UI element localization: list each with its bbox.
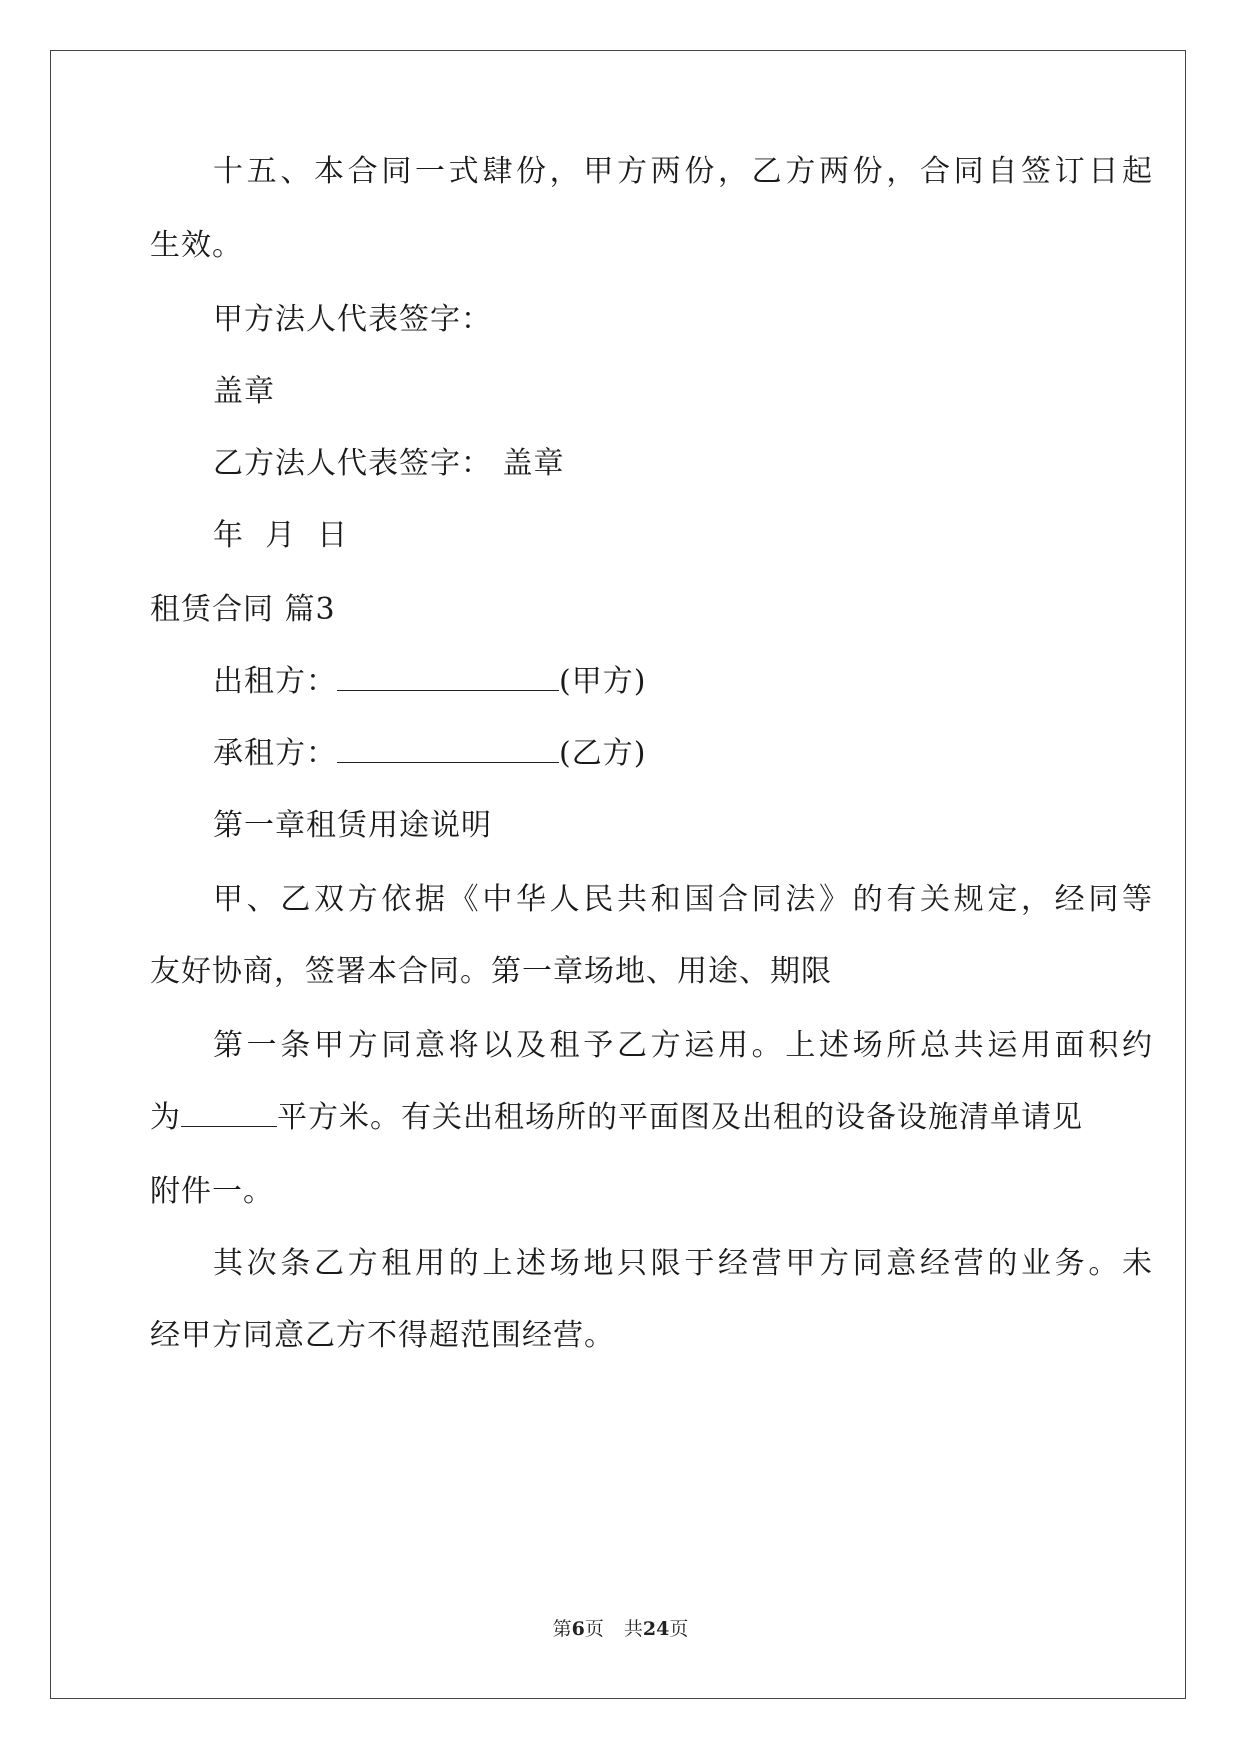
page-border	[50, 50, 1186, 1699]
lessor-label: 出租方：	[213, 664, 337, 699]
lessee-suffix: (乙方)	[559, 736, 647, 771]
article-1-line-2	[150, 1098, 1090, 1138]
area-prefix: 为	[150, 1100, 181, 1135]
total-suffix: 页	[669, 1618, 689, 1640]
clause-15-line-1: 十五、本合同一式肆份，甲方两份，乙方两份，合同自签订日起	[213, 154, 1153, 189]
lessor-blank	[337, 662, 559, 691]
date-line: 年 月 日	[213, 518, 349, 553]
total-page-number: 24	[642, 1618, 670, 1640]
area-suffix: 平方米。有关出租场所的平面图及出租的设备设施清单请见	[277, 1100, 1083, 1135]
article-2-line-2: 经甲方同意乙方不得超范围经营。	[150, 1318, 615, 1353]
party-a-seal-label: 盖章	[213, 374, 275, 409]
party-a-signature-label: 甲方法人代表签字：	[213, 302, 492, 337]
section-heading: 租赁合同 篇3	[150, 592, 336, 627]
lessee-line	[213, 734, 1153, 774]
lessee-blank	[337, 734, 559, 763]
article-1-line-3: 附件一。	[150, 1174, 274, 1209]
preamble-line-1: 甲、乙双方依据《中华人民共和国合同法》的有关规定，经同等	[213, 882, 1153, 917]
page-number-footer	[0, 1617, 1241, 1641]
article-2-line-1: 其次条乙方租用的上述场地只限于经营甲方同意经营的业务。未	[213, 1246, 1153, 1281]
party-b-signature-label: 乙方法人代表签字： 盖章	[213, 446, 565, 481]
chapter-1-title: 第一章租赁用途说明	[213, 808, 492, 843]
page-mid: 页	[584, 1618, 604, 1640]
clause-15-line-2: 生效。	[150, 228, 243, 263]
lessor-line	[213, 662, 1153, 702]
current-page-number: 6	[571, 1618, 585, 1640]
area-blank	[181, 1098, 277, 1127]
preamble-line-2: 友好协商，签署本合同。第一章场地、用途、期限	[150, 954, 832, 989]
total-prefix: 共	[623, 1618, 643, 1640]
lessor-suffix: (甲方)	[559, 664, 647, 699]
page-prefix: 第	[552, 1618, 572, 1640]
lessee-label: 承租方：	[213, 736, 337, 771]
article-1-line-1: 第一条甲方同意将以及租予乙方运用。上述场所总共运用面积约	[213, 1028, 1153, 1063]
